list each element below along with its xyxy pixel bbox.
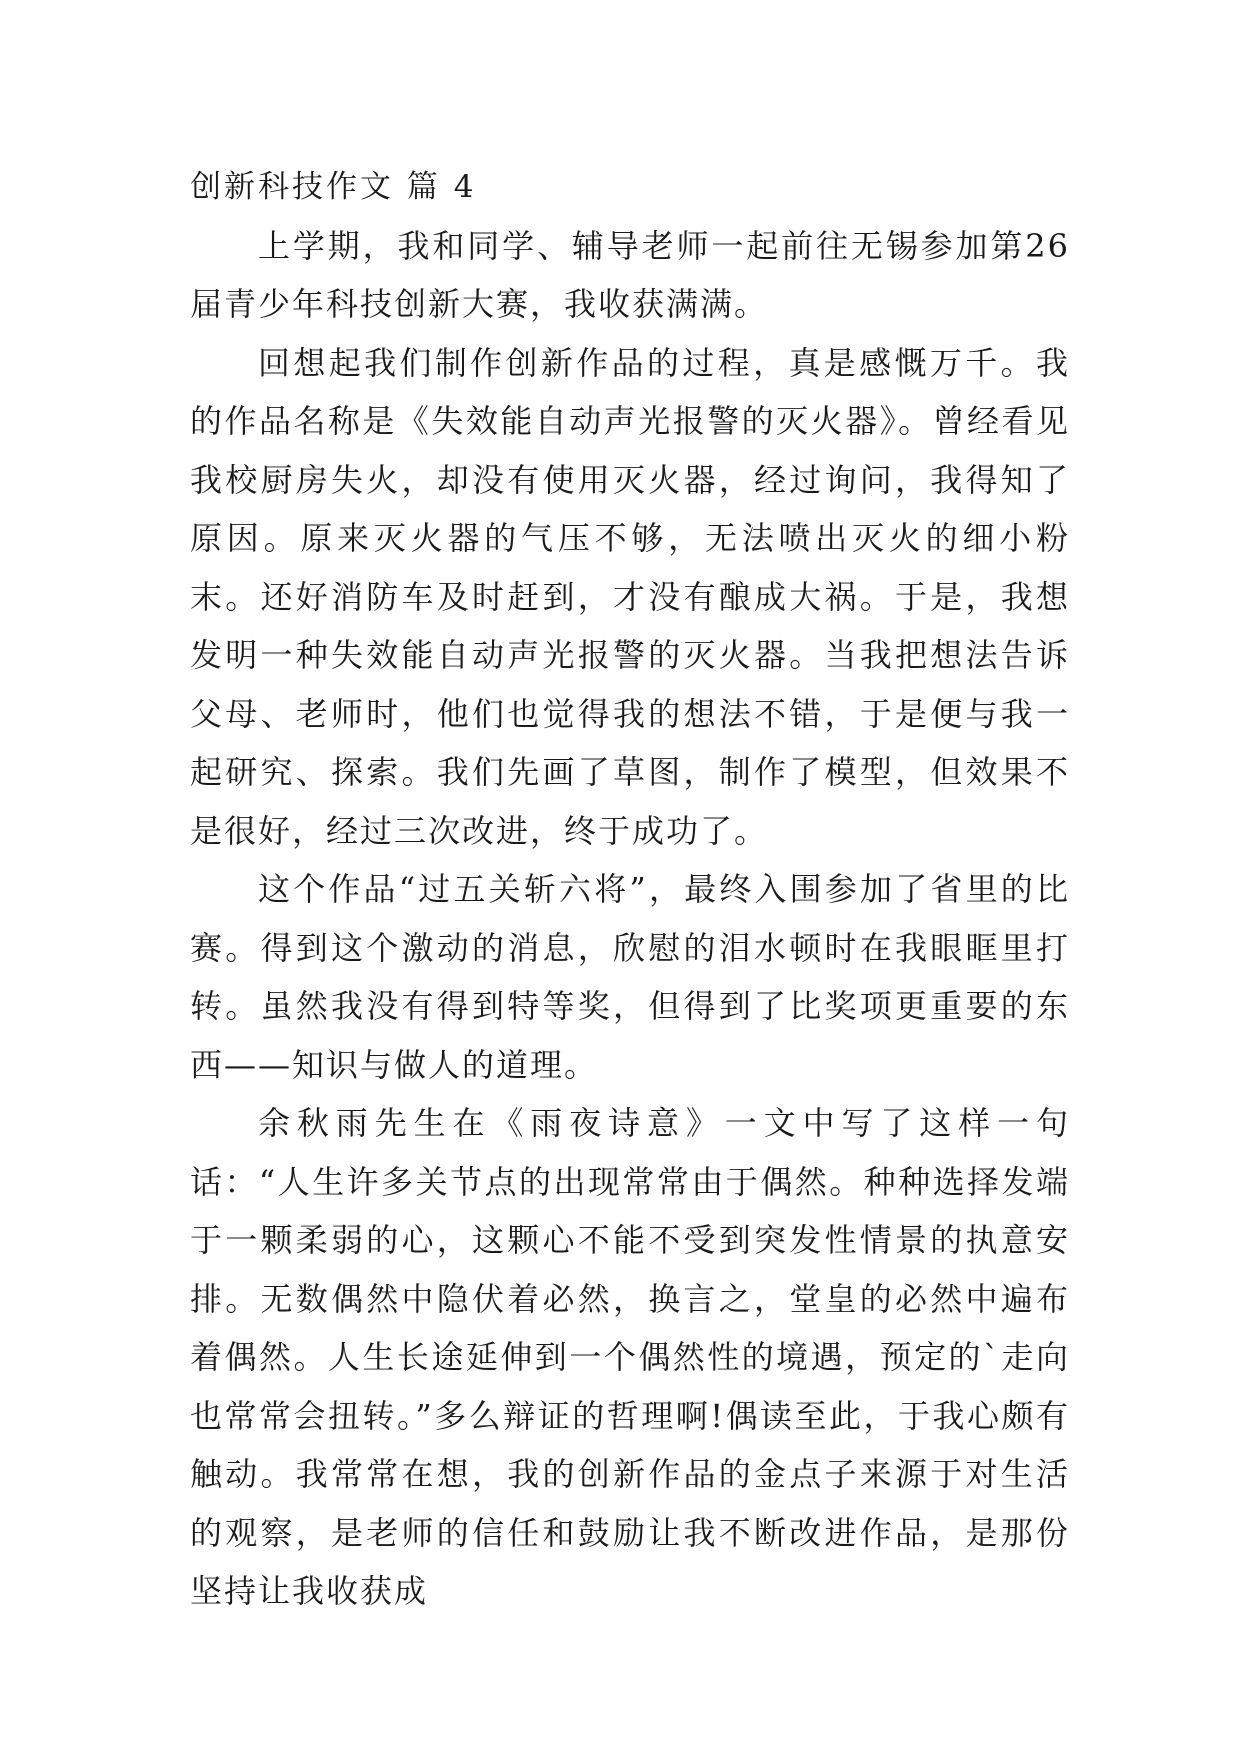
paragraph-3: 这个作品“过五关斩六将”，最终入围参加了省里的比赛。得到这个激动的消息，欣慰的泪水顿时在我眼眶里打转。虽然我没有得到特等奖，但得到了比奖项更重要的东西——知识与做人的道理。 (190, 870, 1070, 1084)
document-title: 创新科技作文 篇 4 (190, 169, 477, 205)
document-body (190, 158, 1070, 1621)
paragraph-2: 回想起我们制作创新作品的过程，真是感慨万千。我的作品名称是《失效能自动声光报警的灭火器》。曾经看见我校厨房失火，却没有使用灭火器，经过询问，我得知了原因。原来灭火器的气压不够，无法喷出灭火的细小粉末。还好消防车及时赶到，才没有酿成大祸。于是，我想发明一种失效能自动声光报警的灭火器。当我把想法告诉父母、老师时，他们也觉得我的想法不错，于是便与我一起研究、探索。我们先画了草图，制作了模型，但效果不是很好，经过三次改进，终于成功了。 (190, 343, 1070, 850)
paragraph-1: 上学期，我和同学、辅导老师一起前往无锡参加第26届青少年科技创新大赛，我收获满满。 (190, 226, 1070, 323)
paragraph-4: 余秋雨先生在《雨夜诗意》一文中写了这样一句话：“人生许多关节点的出现常常由于偶然。种种选择发端于一颗柔弱的心，这颗心不能不受到突发性情景的执意安排。无数偶然中隐伏着必然，换言之，堂皇的必然中遍布着偶然。人生长途延伸到一个偶然性的境遇，预定的`走向也常常会扭转。”多么辩证的哲理啊!偶读至此，于我心颇有触动。我常常在想，我的创新作品的金点子来源于对生活的观察，是老师的信任和鼓励让我不断改进作品，是那份坚持让我收获成 (190, 1104, 1070, 1610)
